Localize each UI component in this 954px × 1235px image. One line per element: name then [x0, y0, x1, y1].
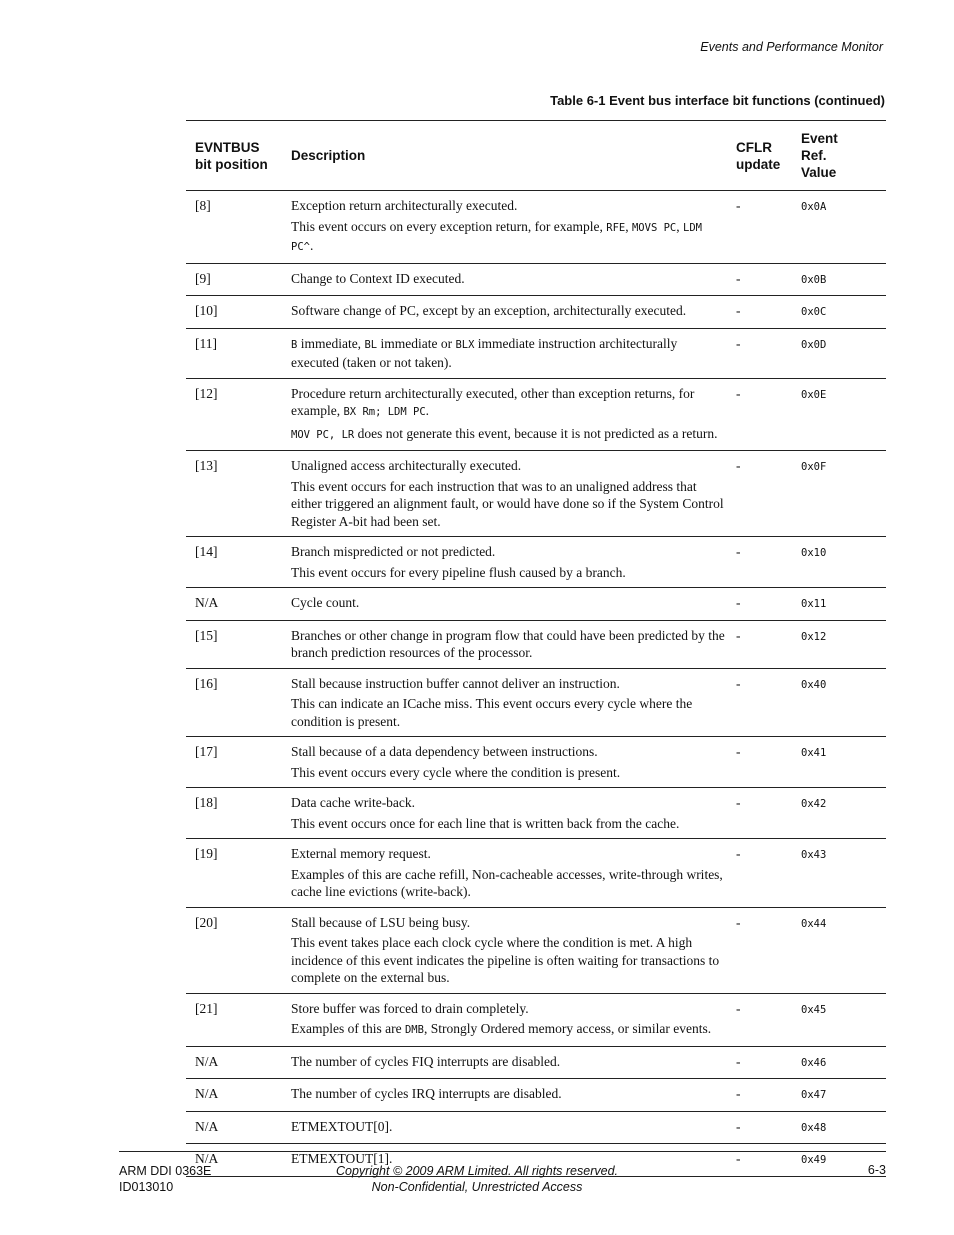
- text-fragment: Software change of PC, except by an exception, architecturally executed.: [291, 303, 687, 318]
- table-row: [186, 296, 886, 329]
- cell-bit-position: [20]: [195, 914, 218, 930]
- description-paragraph: [291, 695, 728, 730]
- footer-copyright: Copyright © 2009 ARM Limited. All rights reserved.: [335, 1164, 618, 1178]
- header-cflr-line2: update: [736, 156, 781, 172]
- cell-bit-position: [14]: [195, 544, 218, 559]
- header-ref-line1: Event: [801, 131, 838, 146]
- cell-description: [283, 1046, 734, 1079]
- cell-description: [283, 296, 734, 329]
- description-paragraph: [291, 845, 728, 863]
- cell-event-ref-value: [799, 263, 886, 296]
- table-row: [186, 737, 886, 788]
- cell-cflr-update: -: [736, 627, 741, 643]
- cell-description: [283, 993, 734, 1046]
- event-ref-code: 0x0B: [801, 273, 827, 286]
- event-bus-table: [186, 120, 886, 1177]
- cell-cflr-update: -: [736, 675, 741, 691]
- description-paragraph: [291, 543, 728, 561]
- cell-event-ref-value: [799, 378, 886, 451]
- text-fragment: This event occurs on every exception return, for example,: [291, 218, 607, 234]
- cell-cflr-update: -: [736, 544, 741, 559]
- cell-cflr-update: -: [736, 914, 741, 930]
- event-ref-code: 0x0A: [801, 201, 827, 213]
- header-cflr-update: [734, 121, 799, 191]
- text-fragment: immediate or: [377, 335, 456, 351]
- description-paragraph: [291, 675, 728, 693]
- code-fragment: BL: [364, 338, 378, 351]
- cell-cflr-update: -: [736, 385, 741, 401]
- text-fragment: .: [309, 238, 314, 253]
- description-paragraph: [291, 1020, 728, 1040]
- event-ref-code: 0x49: [801, 1154, 827, 1166]
- footer-access: Non-Confidential, Unrestricted Access: [371, 1180, 583, 1194]
- table-row: [186, 588, 886, 621]
- description-paragraph: [291, 564, 728, 582]
- description-paragraph: [291, 764, 728, 782]
- cell-event-ref-value: [799, 839, 886, 908]
- code-fragment: MOVS PC: [631, 221, 677, 234]
- table-row: [186, 378, 886, 451]
- table-row: [186, 620, 886, 668]
- code-fragment: DMB: [404, 1024, 424, 1036]
- description-paragraph: [291, 335, 728, 372]
- cell-event-ref-value: [799, 737, 886, 788]
- cell-description: [283, 537, 734, 588]
- footer-page-number: 6-3: [867, 1163, 886, 1177]
- cell-cflr-update: -: [736, 1151, 741, 1166]
- cell-cflr-update: -: [736, 458, 741, 473]
- header-ref-line3: Value: [801, 165, 837, 180]
- text-fragment: immediate instruction architecturally executed (taken or not taken).: [291, 335, 678, 370]
- cell-bit-position: [9]: [195, 270, 211, 286]
- cell-bit-position: [12]: [195, 385, 218, 401]
- table-body: [186, 191, 886, 1177]
- cell-description: [283, 451, 734, 537]
- text-fragment: ,: [676, 218, 683, 234]
- table-row: [186, 1046, 886, 1079]
- event-ref-code: 0x41: [801, 747, 827, 759]
- code-fragment: LDM PC^: [291, 221, 702, 253]
- description-paragraph: [291, 1053, 728, 1071]
- text-fragment: Unaligned access architecturally executed.: [291, 458, 522, 473]
- cell-description: [283, 328, 734, 378]
- event-ref-code: 0x0C: [801, 306, 827, 318]
- text-fragment: This event occurs for each instruction that was to an unaligned address that either triggered an alignment fault, or would have done so if the System Control Register A-bit had been set.: [291, 478, 724, 529]
- cell-bit-position: [13]: [195, 458, 218, 473]
- table-row: [186, 907, 886, 993]
- text-fragment: The number of cycles FIQ interrupts are disabled.: [291, 1053, 561, 1069]
- code-fragment: MOV PC, LR: [291, 428, 355, 441]
- cell-bit-position: [19]: [195, 846, 218, 861]
- table-row: [186, 191, 886, 264]
- cell-bit-position: [11]: [195, 335, 217, 351]
- text-fragment: ,: [625, 218, 632, 234]
- description-paragraph: [291, 627, 728, 662]
- event-ref-code: 0x44: [801, 917, 827, 930]
- cell-event-ref-value: [799, 907, 886, 993]
- cell-description: [283, 620, 734, 668]
- cell-description: [283, 378, 734, 451]
- cell-event-ref-value: [799, 296, 886, 329]
- cell-description: [283, 1079, 734, 1112]
- text-fragment: Branches or other change in program flow that could have been predicted by the branch prediction resources of the processor.: [291, 627, 725, 660]
- text-fragment: Branch mispredicted or not predicted.: [291, 544, 496, 559]
- text-fragment: Cycle count.: [291, 595, 360, 610]
- cell-event-ref-value: [799, 1079, 886, 1112]
- text-fragment: Exception return architecturally executed.: [291, 198, 518, 213]
- table-row: [186, 263, 886, 296]
- header-bit-line2: bit position: [195, 156, 268, 172]
- text-fragment: , Strongly Ordered memory access, or similar events.: [423, 1021, 712, 1036]
- table-row: [186, 788, 886, 839]
- cell-cflr-update: -: [736, 1086, 741, 1101]
- description-paragraph: [291, 457, 728, 475]
- description-paragraph: [291, 743, 728, 761]
- text-fragment: Change to Context ID executed.: [291, 270, 465, 286]
- cell-event-ref-value: [799, 328, 886, 378]
- cell-bit-position: [18]: [195, 795, 218, 810]
- event-ref-code: 0x0D: [801, 338, 827, 351]
- description-paragraph: [291, 1085, 728, 1103]
- cell-bit-position: [17]: [195, 744, 218, 759]
- cell-cflr-update: -: [736, 595, 741, 610]
- event-ref-code: 0x10: [801, 547, 827, 559]
- description-paragraph: [291, 197, 728, 215]
- event-ref-code: 0x11: [801, 598, 827, 610]
- event-ref-code: 0x12: [801, 630, 827, 643]
- table-row: [186, 1111, 886, 1144]
- description-paragraph: [291, 1118, 728, 1136]
- description-paragraph: [291, 425, 728, 445]
- footer-copyright-block: [0, 1163, 954, 1195]
- cell-event-ref-value: [799, 1046, 886, 1079]
- header-ref-line2: Ref.: [801, 148, 827, 163]
- table-row: [186, 328, 886, 378]
- text-fragment: .: [425, 403, 430, 418]
- text-fragment: This event occurs every cycle where the condition is present.: [291, 764, 621, 780]
- cell-description: [283, 588, 734, 621]
- code-fragment: B: [291, 338, 298, 351]
- cell-event-ref-value: [799, 788, 886, 839]
- cell-cflr-update: -: [736, 270, 741, 286]
- cell-event-ref-value: [799, 191, 886, 264]
- cell-cflr-update: -: [736, 846, 741, 861]
- text-fragment: This event occurs once for each line that is written back from the cache.: [291, 815, 680, 831]
- cell-description: [283, 668, 734, 737]
- description-paragraph: [291, 478, 728, 531]
- cell-bit-position: N/A: [195, 1053, 219, 1069]
- table-caption: Table 6-1 Event bus interface bit functions (continued): [550, 93, 885, 108]
- cell-bit-position: [16]: [195, 675, 218, 691]
- event-ref-code: 0x40: [801, 678, 827, 691]
- cell-bit-position: [15]: [195, 627, 218, 643]
- code-fragment: RFE: [606, 221, 626, 234]
- description-paragraph: [291, 218, 728, 257]
- event-ref-code: 0x48: [801, 1121, 827, 1134]
- code-fragment: BX Rm; LDM PC: [343, 406, 426, 418]
- header-event-ref-value: [799, 121, 886, 191]
- description-paragraph: [291, 815, 728, 833]
- cell-description: [283, 839, 734, 908]
- text-fragment: This can indicate an ICache miss. This event occurs every cycle where the condition is present.: [291, 696, 693, 729]
- cell-bit-position: N/A: [195, 595, 219, 610]
- description-paragraph: [291, 866, 728, 901]
- header-bit-position: [186, 121, 283, 191]
- table-header-row: [186, 121, 886, 191]
- description-paragraph: [291, 385, 728, 422]
- description-paragraph: [291, 1000, 728, 1018]
- event-ref-code: 0x0F: [801, 461, 827, 473]
- description-paragraph: [291, 594, 728, 612]
- text-fragment: Stall because instruction buffer cannot deliver an instruction.: [291, 675, 620, 691]
- cell-bit-position: [10]: [195, 303, 218, 318]
- event-ref-code: 0x47: [801, 1089, 827, 1101]
- cell-cflr-update: -: [736, 795, 741, 810]
- event-ref-code: 0x0E: [801, 388, 827, 401]
- cell-cflr-update: -: [736, 198, 741, 213]
- cell-event-ref-value: [799, 451, 886, 537]
- cell-description: [283, 263, 734, 296]
- cell-bit-position: N/A: [195, 1118, 219, 1134]
- cell-description: [283, 788, 734, 839]
- text-fragment: does not generate this event, because it is not predicted as a return.: [354, 425, 718, 441]
- header-cflr-line1: CFLR: [736, 139, 772, 155]
- cell-cflr-update: -: [736, 1118, 741, 1134]
- description-paragraph: [291, 934, 728, 987]
- text-fragment: External memory request.: [291, 846, 431, 861]
- text-fragment: The number of cycles IRQ interrupts are disabled.: [291, 1086, 562, 1101]
- text-fragment: Procedure return architecturally executed, other than exception returns, for example,: [291, 385, 695, 418]
- text-fragment: immediate,: [297, 335, 365, 351]
- cell-description: [283, 907, 734, 993]
- cell-bit-position: [21]: [195, 1000, 218, 1016]
- table-row: [186, 993, 886, 1046]
- text-fragment: This event takes place each clock cycle where the condition is met. A high incidence of this event indicates the pipeline is often waiting for transactions to complete on the external bus.: [291, 935, 720, 985]
- cell-description: [283, 1111, 734, 1144]
- text-fragment: ETMEXTOUT[0].: [291, 1118, 393, 1134]
- text-fragment: Examples of this are cache refill, Non-cacheable accesses, write-through writes, cache line evictions (write-back).: [291, 866, 723, 899]
- text-fragment: This event occurs for every pipeline flush caused by a branch.: [291, 564, 626, 580]
- cell-cflr-update: -: [736, 1000, 741, 1016]
- cell-cflr-update: -: [736, 335, 741, 351]
- header-bit-line1: EVNTBUS: [195, 139, 260, 155]
- cell-cflr-update: -: [736, 744, 741, 759]
- running-header: Events and Performance Monitor: [700, 40, 883, 54]
- cell-event-ref-value: [799, 620, 886, 668]
- text-fragment: Data cache write-back.: [291, 795, 416, 810]
- table-row: [186, 668, 886, 737]
- header-description: Description: [291, 148, 366, 163]
- text-fragment: Stall because of LSU being busy.: [291, 914, 471, 930]
- footer-doc-id: ID013010: [119, 1180, 174, 1194]
- table-row: [186, 1079, 886, 1112]
- table-row: [186, 537, 886, 588]
- description-paragraph: [291, 794, 728, 812]
- event-ref-code: 0x43: [801, 849, 827, 861]
- cell-event-ref-value: [799, 668, 886, 737]
- event-ref-code: 0x42: [801, 798, 827, 810]
- text-fragment: Store buffer was forced to drain completely.: [291, 1000, 529, 1016]
- cell-event-ref-value: [799, 588, 886, 621]
- footer-doc-number: ARM DDI 0363E: [119, 1164, 212, 1178]
- cell-bit-position: N/A: [195, 1151, 219, 1166]
- cell-description: [283, 737, 734, 788]
- event-ref-code: 0x46: [801, 1056, 827, 1069]
- event-ref-code: 0x45: [801, 1003, 827, 1016]
- table-row: [186, 451, 886, 537]
- description-paragraph: [291, 302, 728, 320]
- description-paragraph: [291, 270, 728, 288]
- footer-rule: [119, 1151, 886, 1152]
- cell-event-ref-value: [799, 537, 886, 588]
- text-fragment: Stall because of a data dependency between instructions.: [291, 744, 598, 759]
- code-fragment: BLX: [455, 338, 475, 351]
- cell-event-ref-value: [799, 1111, 886, 1144]
- cell-bit-position: [8]: [195, 198, 211, 213]
- table-row: [186, 839, 886, 908]
- cell-bit-position: N/A: [195, 1086, 219, 1101]
- description-paragraph: [291, 914, 728, 932]
- cell-cflr-update: -: [736, 1053, 741, 1069]
- text-fragment: ETMEXTOUT[1].: [291, 1151, 393, 1166]
- cell-event-ref-value: [799, 993, 886, 1046]
- cell-description: [283, 191, 734, 264]
- text-fragment: Examples of this are: [291, 1021, 405, 1036]
- cell-cflr-update: -: [736, 303, 741, 318]
